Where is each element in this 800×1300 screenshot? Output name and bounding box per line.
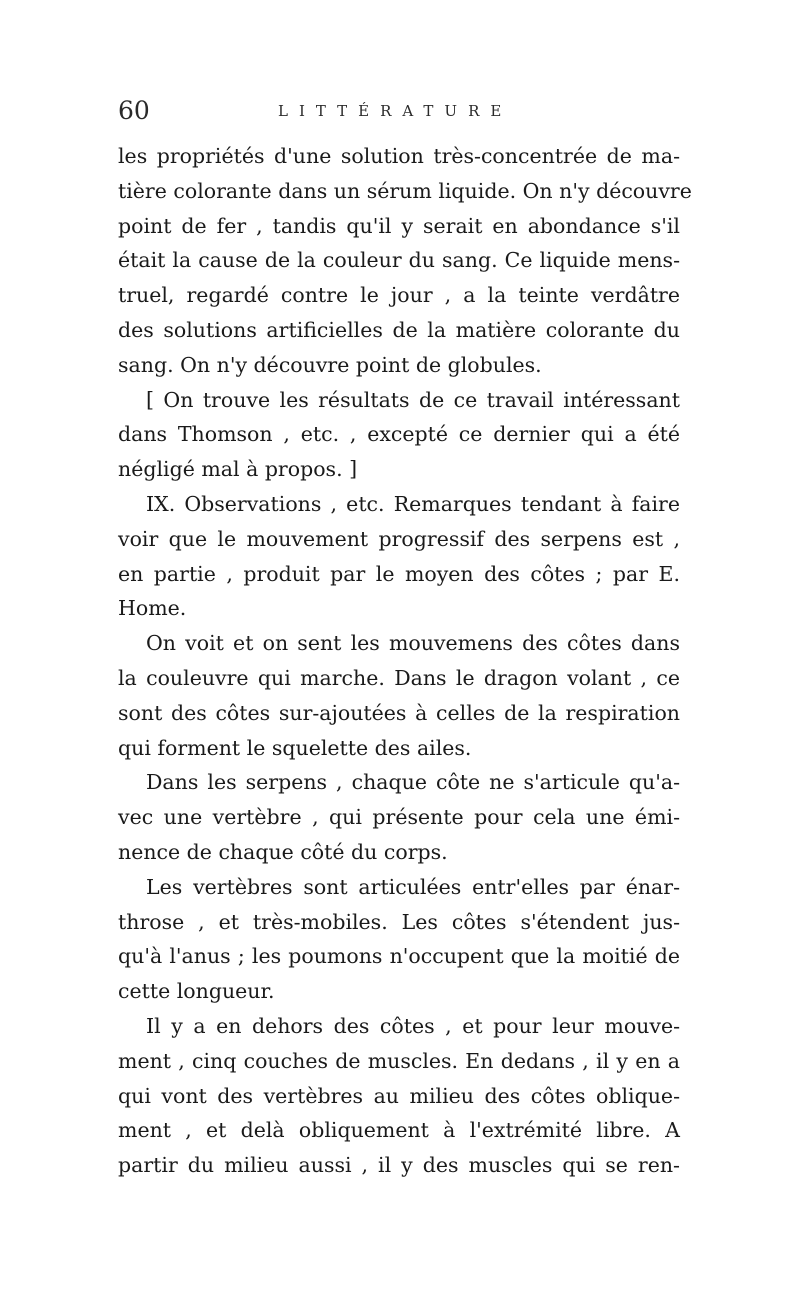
text-line: IX. Observations , etc. Remarques tendant à faire	[146, 491, 680, 516]
text-line: dans Thomson , etc. , excepté ce dernier qui a été	[118, 422, 680, 447]
text-line: cette longueur.	[118, 979, 275, 1004]
text-line: des solutions artificielles de la matière colorante du	[118, 317, 680, 342]
text-line: tière colorante dans un sérum liquide. On n'y découvre	[118, 178, 692, 203]
text-line: qu'à l'anus ; les poumons n'occupent que la moitié de	[118, 944, 680, 969]
page-header	[118, 96, 678, 130]
text-line: les propriétés d'une solution très-concentrée de ma-	[118, 144, 680, 168]
text-line: sont des côtes sur-ajoutées à celles de la respiration	[118, 700, 680, 725]
text-line: throse , et très-mobiles. Les côtes s'étendent jus-	[118, 909, 680, 934]
text-line: qui forment le squelette des ailes.	[118, 735, 472, 760]
text-line: nence de chaque côté du corps.	[118, 839, 448, 864]
body-text	[118, 139, 692, 1183]
text-line: partir du milieu aussi , il y des muscles qui se ren-	[118, 1153, 680, 1178]
text-line: qui vont des vertèbres au milieu des côtes oblique-	[118, 1083, 680, 1108]
text-line: Les vertèbres sont articulées entr'elles par énar-	[146, 874, 680, 899]
text-line: [ On trouve les résultats de ce travail intéressant	[146, 387, 680, 412]
text-line: ment , cinq couches de muscles. En dedans , il y en a	[118, 1048, 680, 1073]
text-line: truel, regardé contre le jour , a la teinte verdâtre	[118, 283, 680, 308]
text-line: négligé mal à propos. ]	[118, 457, 358, 482]
text-line: ment , et delà obliquement à l'extrémité libre. A	[118, 1118, 680, 1143]
text-line: en partie , produit par le moyen des côtes ; par E.	[118, 561, 680, 586]
text-line: la couleuvre qui marche. Dans le dragon volant , ce	[118, 665, 680, 690]
text-line: voir que le mouvement progressif des serpens est ,	[118, 526, 680, 551]
text-line: Dans les serpens , chaque côte ne s'articule qu'a-	[146, 770, 680, 795]
text-line: point de fer , tandis qu'il y serait en abondance s'il	[118, 213, 680, 238]
running-head: LITTÉRATURE	[278, 102, 513, 120]
text-line: vec une vertèbre , qui présente pour cela une émi-	[118, 805, 680, 830]
text-line: sang. On n'y découvre point de globules.	[118, 352, 542, 377]
page-number: 60	[118, 96, 150, 125]
text-line: On voit et on sent les mouvemens des côtes dans	[146, 631, 680, 656]
text-line: Home.	[118, 596, 187, 621]
text-line: Il y a en dehors des côtes , et pour leur mouve-	[146, 1013, 680, 1038]
text-line: était la cause de la couleur du sang. Ce liquide mens-	[118, 248, 680, 273]
